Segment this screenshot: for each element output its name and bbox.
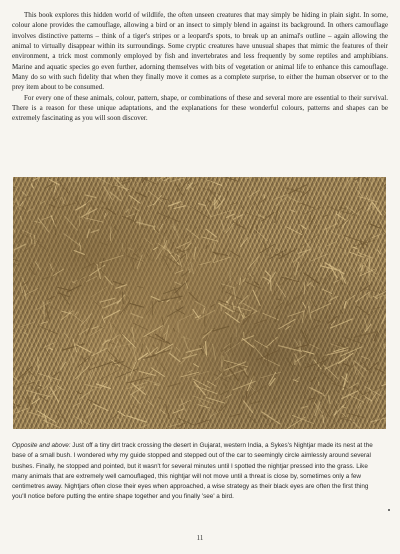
caption-lead: Opposite and above: xyxy=(12,442,71,449)
edge-mark xyxy=(388,509,390,511)
nightjar-camouflage-photo xyxy=(13,177,386,429)
photo-caption xyxy=(12,441,384,503)
body-paragraph-1: This book explores this hidden world of wildlife, the often unseen creatures that may simply be hiding in plain sight. In some, colour alone provides the camouflage, allowing a bird or an insect to simply blend in against its background. In others camouflage involves distinctive patterns – think of a tiger's stripes or a leopard's spots, to break up an animal's outline – again allowing the animal to virtually disappear within its surroundings. Some cryptic creatures have unusual shapes that mimic the features of their environment, a trick most commonly employed by fish and invertebrates and less frequently by some reptiles and amphibians. Marine and aquatic species go even further, adorning themselves with bits of vegetation or animal life to enhance this camouflage. Many do so with such fidelity that when they finally move it comes as a complete surprise, to either the human observer or to the prey item about to be consumed. xyxy=(12,11,388,92)
body-paragraph-2: For every one of these animals, colour, pattern, shape, or combinations of these and several more are essential to their survival. There is a reason for these unique adaptations, and the explanations for these wonderful colours, patterns and shapes can be extremely fascinating as you will soon discover. xyxy=(12,93,388,123)
caption-text: Just off a tiny dirt track crossing the desert in Gujarat, western India, a Sykes's Nightjar made its nest at the base of a small bush. I wondered why my guide stopped and stepped out of the car to seemingly circle aimlessly around several bushes. Finally, he stopped and pointed, but it wasn't for several minutes until I spotted the nightjar pressed into the grass. Like many animals that are extremely well camouflaged, this nightjar will not move until a threat is close by, sometimes only a few centimetres away. Nightjars often close their eyes when approached, a wise strategy as their black eyes are often the first thing you'll notice before putting the entire shape together and you finally 'see' a bird. xyxy=(12,442,373,501)
page-number: 11 xyxy=(196,534,204,542)
body-text xyxy=(12,10,388,124)
dry-grass-texture xyxy=(13,177,386,429)
